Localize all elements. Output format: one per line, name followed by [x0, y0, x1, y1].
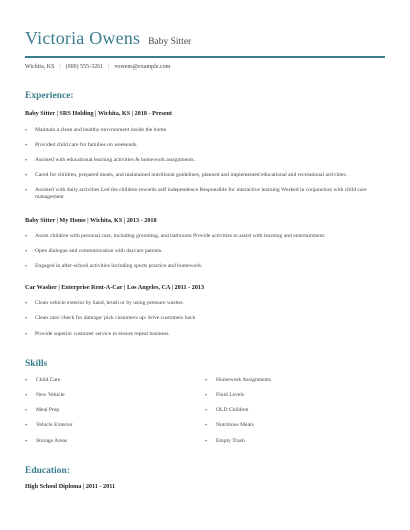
skill-item: • Storage Areas — [25, 438, 205, 446]
skill-item: • New Vehicle — [25, 392, 205, 400]
job-bullets — [25, 127, 385, 202]
job-bullets — [25, 300, 385, 338]
contact-phone: (000) 555-3261 — [65, 63, 104, 70]
contact-location: Wichita, KS — [25, 63, 55, 70]
job-bullet: • Maintain a clean and healthy environment inside the home. — [25, 127, 385, 135]
job-bullet: • Assist children with personal care, including grooming, and bathroom Provide activities to assist with learning and entertainment. — [25, 233, 385, 241]
candidate-name: Victoria Owens — [25, 28, 141, 48]
header-divider — [25, 56, 385, 58]
skill-item: • Child Care — [25, 377, 205, 385]
candidate-role: Baby Sitter — [148, 37, 192, 47]
skill-item: • Vehicle Exterior — [25, 422, 205, 430]
skills-column-left — [25, 377, 205, 445]
resume-header — [25, 0, 385, 49]
skills-grid — [25, 377, 385, 445]
contact-email[interactable]: vowens@example.com — [114, 63, 171, 70]
job-bullet: • Open dialogue and communication with daycare parents. — [25, 248, 385, 256]
skill-item: • Empty Trash — [205, 438, 385, 446]
contact-separator: | — [59, 63, 61, 70]
skills-column-right — [205, 377, 385, 445]
skills-heading: Skills — [25, 359, 48, 370]
job-bullet: • Assisted with daily activities Led the children towards self independence Responsible for interactive learning Worked in conjunction with child care management — [25, 187, 385, 202]
contact-line — [25, 64, 385, 70]
education-entry: High School Diploma | 2011 - 2011 — [25, 483, 116, 491]
job-heading: Baby Sitter | My Home | Wichita, KS | 2013 - 2018 — [25, 216, 157, 224]
job-heading: Car Washer | Enterprise Rent-A-Car | Los Angeles, CA | 2011 - 2013 — [25, 284, 205, 292]
job-bullet: • Clean vehicle exterior by hand, brush or by using pressure washer. — [25, 300, 385, 308]
experience-heading: Experience: — [25, 90, 74, 101]
job-bullet: • Engaged in after-school activities including sports practice and homework. — [25, 263, 385, 271]
skill-item: • Homework Assignments — [205, 377, 385, 385]
job-bullet: • Clean cars/ check for damage/ pick customers up/ drive customers back — [25, 315, 385, 323]
contact-separator: | — [108, 63, 110, 70]
job-bullet: • Cared for children, prepared meals, and maintained nutritional guidelines, planned and implemented educational and recreational activities. — [25, 172, 385, 180]
job-bullet: • Provided child care for families on weekends. — [25, 142, 385, 150]
job-bullets — [25, 233, 385, 271]
skill-item: • Fluid Levels — [205, 392, 385, 400]
skill-item: • Nutritious Meals — [205, 422, 385, 430]
education-heading: Education: — [25, 466, 70, 477]
skill-item: • Meal Prep — [25, 407, 205, 415]
job-bullet: • Provide superior customer service to ensure repeat business. — [25, 331, 385, 339]
job-heading: Baby Sitter | SRS Holding | Wichita, KS | 2018 - Present — [25, 109, 172, 117]
job-bullet: • Assisted with educational learning activities & homework assignments. — [25, 157, 385, 165]
skill-item: • OLD Children — [205, 407, 385, 415]
